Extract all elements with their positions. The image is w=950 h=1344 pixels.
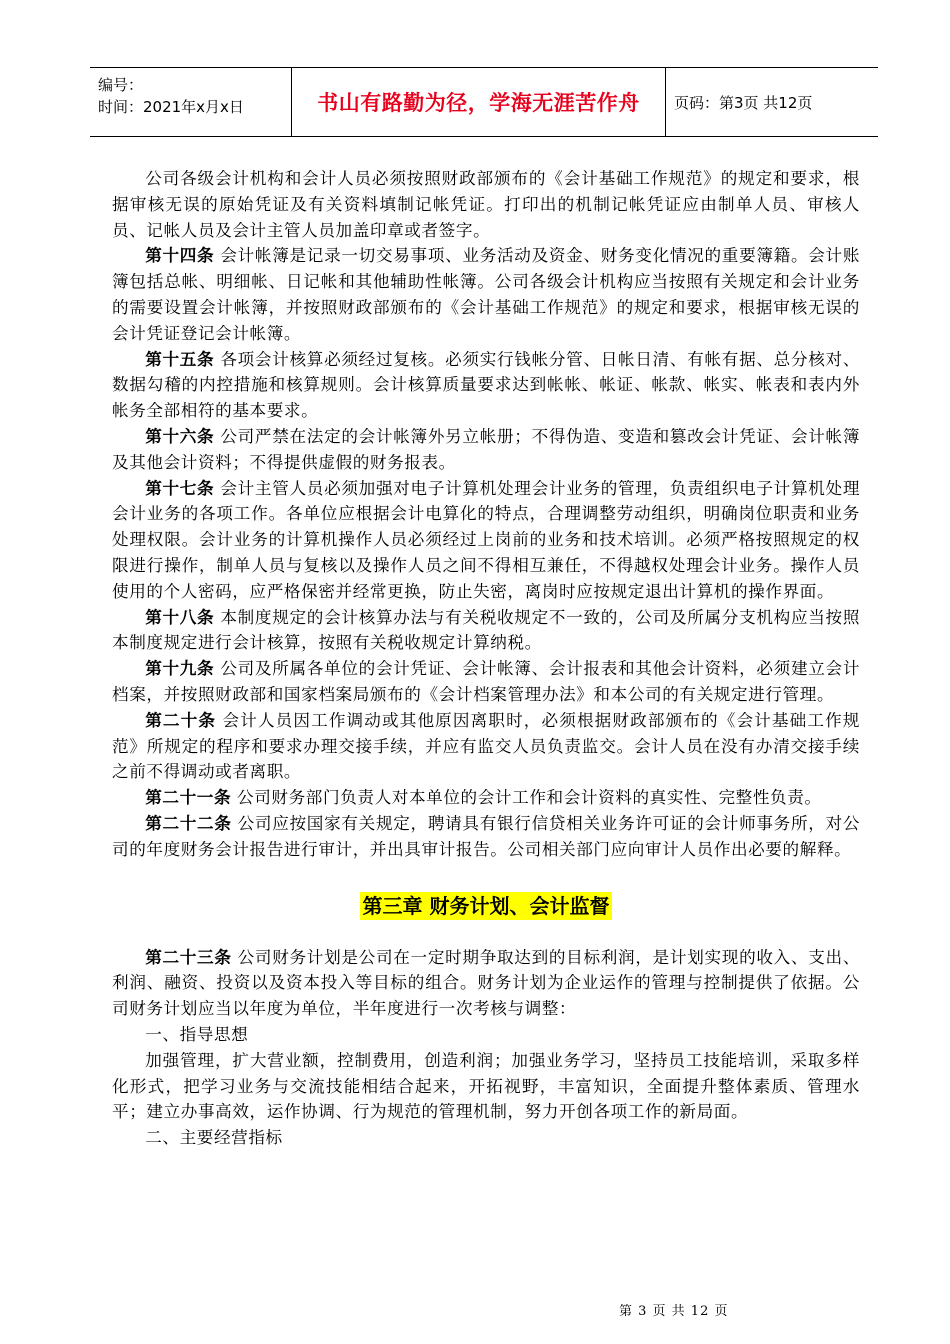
paragraph-text: 公司财务部门负责人对本单位的会计工作和会计资料的真实性、完整性负责。 xyxy=(237,788,822,808)
paragraph-text: 公司各级会计机构和会计人员必须按照财政部颁布的《会计基础工作规范》的规定和要求，根据审核无误的原始凭证及有关资料填制记帐凭证。打印出的机制记帐凭证应由制单人员、审核人员、记帐人员及会计主管人员加盖印章或者签字。 xyxy=(112,169,860,240)
paragraph-text: 公司及所属各单位的会计凭证、会计帐簿、会计报表和其他会计资料，必须建立会计档案，并按照财政部和国家档案局颁布的《会计档案管理办法》和本公司的有关规定进行管理。 xyxy=(112,659,861,704)
paragraph-text: 公司财务计划是公司在一定时期争取达到的目标利润，是计划实现的收入、支出、利润、融资、投资以及资本投入等目标的组合。财务计划为企业运作的管理与控制提供了依据。公司财务计划应当以年度为单位，半年度进行一次考核与调整： xyxy=(112,947,861,1019)
article-title: 第十七条 xyxy=(145,477,215,498)
paragraph-text: 公司严禁在法定的会计帐簿外另立帐册；不得伪造、变造和篡改会计凭证、会计帐簿及其他会计资料；不得提供虚假的财务报表。 xyxy=(112,426,861,472)
article-title: 第二十三条 xyxy=(145,946,232,967)
paragraph xyxy=(112,1048,860,1125)
paragraph xyxy=(112,656,860,708)
chapter-heading-wrap xyxy=(112,892,860,920)
paragraph xyxy=(112,811,860,863)
header-page-label: 页码：第3页 共12页 xyxy=(674,93,813,112)
page-header xyxy=(90,67,878,137)
paragraph xyxy=(112,1022,860,1048)
chapter-heading: 第三章 财务计划、会计监督 xyxy=(360,892,613,920)
header-meta xyxy=(90,68,291,136)
paragraph xyxy=(112,605,860,657)
number-label: 编号： xyxy=(98,76,144,94)
paragraph-text: 二、主要经营指标 xyxy=(145,1128,283,1148)
paragraph xyxy=(112,708,860,785)
paragraph xyxy=(112,347,860,424)
time-label: 时间：2021年x月x日 xyxy=(98,98,244,116)
paragraph xyxy=(112,424,860,476)
article-title: 第十八条 xyxy=(145,606,215,627)
paragraph xyxy=(112,243,860,346)
paragraph-text: 加强管理，扩大营业额，控制费用，创造利润；加强业务学习，坚持员工技能培训，采取多样化形式，把学习业务与交流技能相结合起来，开拓视野，丰富知识，全面提升整体素质、管理水平；建立办事高效，运作协调、行为规范的管理机制，努力开创各项工作的新局面。 xyxy=(112,1050,860,1122)
paragraph xyxy=(112,166,860,243)
paragraph xyxy=(112,1125,860,1151)
document-body xyxy=(112,166,860,1151)
article-title: 第十六条 xyxy=(145,425,215,446)
article-title: 第十四条 xyxy=(145,245,215,266)
paragraph-text: 会计主管人员必须加强对电子计算机处理会计业务的管理，负责组织电子计算机处理会计业务的各项工作。各单位应根据会计电算化的特点，合理调整劳动组织，明确岗位职责和业务处理权限。会计业务的计算机操作人员必须经过上岗前的业务和技术培训。必须严格按照规定的权限进行操作，制单人员与复核以及操作人员之间不得相互兼任，不得越权处理会计业务。操作人员使用的个人密码，应严格保密并经常更换，防止失密，离岗时应按规定退出计算机的操作界面。 xyxy=(112,478,861,601)
paragraph-text: 会计人员因工作调动或其他原因离职时，必须根据财政部颁布的《会计基础工作规范》所规定的程序和要求办理交接手续，并应有监交人员负责监交。会计人员在没有办清交接手续之前不得调动或者离职。 xyxy=(112,710,860,782)
article-title: 第二十条 xyxy=(145,709,217,730)
paragraph-text: 本制度规定的会计核算办法与有关税收规定不一致的，公司及所属分支机构应当按照本制度规定进行会计核算，按照有关税收规定计算纳税。 xyxy=(112,607,861,653)
paragraph-text: 一、指导思想 xyxy=(145,1024,249,1044)
header-motto: 书山有路勤为径，学海无涯苦作舟 xyxy=(291,68,666,136)
paragraph xyxy=(112,945,860,1022)
article-title: 第十九条 xyxy=(145,658,215,679)
section-chapter-three xyxy=(112,945,860,1151)
paragraph xyxy=(112,476,860,605)
paragraph-text: 各项会计核算必须经过复核。必须实行钱帐分管、日帐日清、有帐有据、总分核对、数据勾稽的内控措施和核算规则。会计核算质量要求达到帐帐、帐证、帐款、帐实、帐表和表内外帐务全部相符的基本要求。 xyxy=(112,349,861,421)
section-articles xyxy=(112,166,860,863)
paragraph-text: 会计帐簿是记录一切交易事项、业务活动及资金、财务变化情况的重要簿籍。会计账簿包括总帐、明细帐、日记帐和其他辅助性帐簿。公司各级会计机构应当按照有关规定和会计业务的需要设置会计帐簿，并按照财政部颁布的《会计基础工作规范》的规定和要求，根据审核无误的会计凭证登记会计帐簿。 xyxy=(112,246,861,343)
article-title: 第二十二条 xyxy=(145,812,232,833)
article-title: 第十五条 xyxy=(145,348,215,369)
paragraph xyxy=(112,785,860,811)
paragraph-text: 公司应按国家有关规定，聘请具有银行信贷相关业务许可证的会计师事务所，对公司的年度财务会计报告进行审计，并出具审计报告。公司相关部门应向审计人员作出必要的解释。 xyxy=(112,813,861,859)
article-title: 第二十一条 xyxy=(145,787,232,808)
page-footer: 第 3 页 共 12 页 xyxy=(619,1304,729,1319)
